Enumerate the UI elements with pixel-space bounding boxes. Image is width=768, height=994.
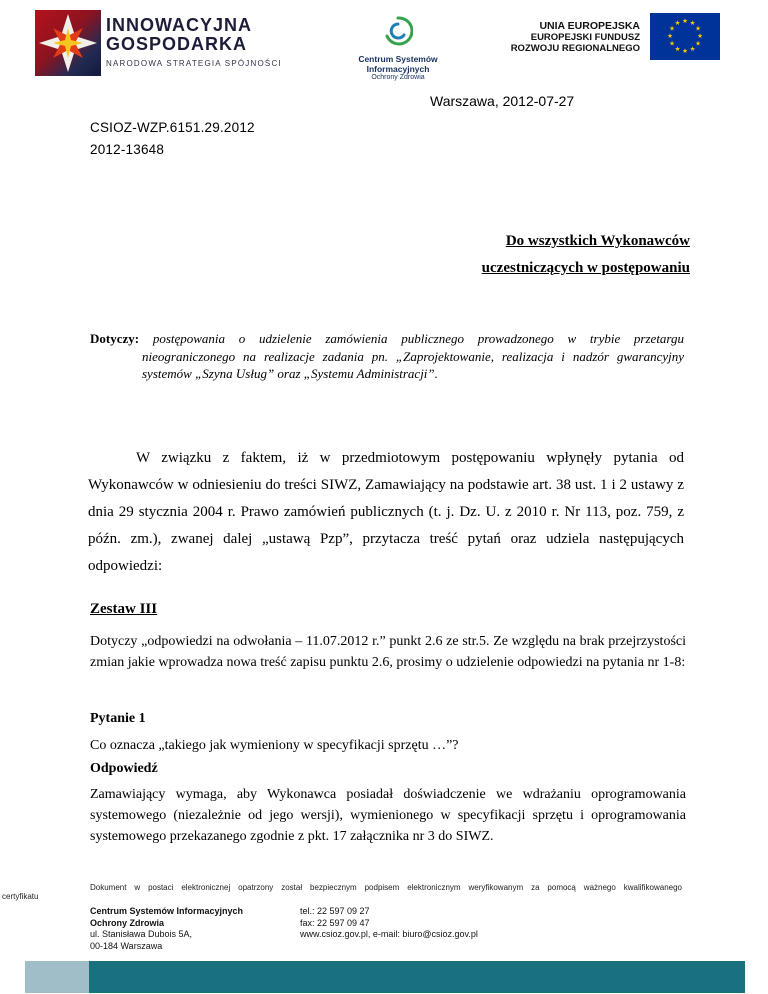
eu-line3: ROZWOJU REGIONALNEGO [510, 43, 640, 54]
ig-title-line1: INNOWACYJNA [106, 15, 253, 35]
svg-text:★: ★ [689, 19, 696, 27]
csioz-swirl-icon [383, 33, 413, 50]
answer-label: Odpowiedź [90, 761, 158, 776]
section-heading: Zestaw III [90, 601, 158, 617]
csioz-name-line1: Centrum Systemów Informacyjnych [358, 54, 438, 74]
date-line: Warszawa, 2012-07-27 [430, 93, 575, 109]
svg-text:★: ★ [695, 39, 701, 48]
addressee-block [378, 228, 690, 282]
ig-title-line2: GOSPODARKA [106, 34, 248, 54]
svg-text:★: ★ [697, 32, 703, 40]
footer-address1: ul. Stanisława Dubois 5A, [90, 929, 193, 939]
subject-text: postępowania o udzielenie zamówienia publicznego prowadzonego w trybie przetargu nieograniczonego na realizacje zadania pn. „Zaprojektowanie, realizacja i nadzór gwarancyjny systemów „Szyna Usług” oraz „Systemu Administracji”. [142, 331, 685, 381]
svg-text:★: ★ [689, 45, 696, 53]
footer-contact-block [300, 906, 478, 941]
question-label: Pytanie 1 [90, 711, 146, 726]
subject-paragraph [90, 330, 684, 383]
svg-text:★: ★ [695, 24, 701, 33]
intro-paragraph: W związku z faktem, iż w przedmiotowym postępowaniu wpłynęły pytania od Wykonawców w odniesieniu do treści SIWZ, Zamawiający na podstawie art. 38 ust. 1 i 2 ustawy z dnia 29 stycznia 2004 r. Prawo zamówień publicznych (t. j. Dz. U. z 2010 r. Nr 113, poz. 759, z późn. zm.), zwanej dalej „ustawą Pzp”, przytacza treść pytań oraz udziela następujących odpowiedzi: [88, 450, 684, 574]
eu-line1: UNIA EUROPEJSKA [539, 20, 640, 32]
footer-org-name1: Centrum Systemów Informacyjnych [90, 906, 244, 916]
footer-fax: fax: 22 597 09 47 [300, 917, 370, 928]
answer-text: Zamawiający wymaga, aby Wykonawca posiadał doświadczenie we wdrażaniu oprogramowania systemowego (niezależnie od jego wersji), wymienionego w specyfikacji sprzętu i oprogramowania systemowego przekazanego zgodnie z pkt. 17 załącznika nr 3 do SIWZ. [90, 787, 686, 844]
ig-subtitle: NARODOWA STRATEGIA SPÓJNOŚCI [106, 59, 282, 68]
addressee-line2: uczestniczących w postępowaniu [481, 260, 690, 276]
reference-number-1: CSIOZ-WZP.6151.29.2012 [90, 120, 255, 135]
footer-org-block [90, 906, 243, 952]
svg-text:★: ★ [682, 17, 688, 25]
footer-tel: tel.: 22 597 09 27 [300, 906, 370, 916]
addressee-line1: Do wszystkich Wykonawców [505, 233, 690, 249]
svg-text:★: ★ [682, 47, 688, 55]
signature-note: Dokument w postaci elektronicznej opatrzony został bezpiecznym podpisem elektronicznym weryfikowanym za pomocą ważnego kwalifikowanego [90, 883, 682, 892]
eu-flag-icon [650, 13, 720, 65]
csioz-name-line2: Ochrony Zdrowia [371, 74, 425, 81]
svg-text:★: ★ [674, 45, 681, 53]
section-intro-paragraph: Dotyczy „odpowiedzi na odwołania – 11.07.2012 r.” punkt 2.6 ze str.5. Ze względu na brak przejrzystości zmian jakie wprowadza nowa treść zapisu punktu 2.6, prosimy o udzielenie odpowiedzi na pytania nr 1-8: [90, 634, 686, 670]
svg-text:★: ★ [669, 24, 675, 33]
svg-text:★: ★ [667, 32, 673, 40]
reference-number-2: 2012-13648 [90, 142, 165, 157]
innowacyjna-gospodarka-wordmark [106, 16, 282, 68]
footer-web: www.csioz.gov.pl, e-mail: biuro@csioz.gov.pl [300, 929, 478, 939]
footer-address2: 00-184 Warszawa [90, 940, 163, 951]
svg-text:★: ★ [669, 39, 675, 48]
eu-wordmark [480, 20, 640, 54]
footer-org-name2: Ochrony Zdrowia [90, 917, 165, 928]
subject-label: Dotyczy: [90, 331, 140, 346]
bottom-bar-dark [89, 961, 745, 993]
innowacyjna-gospodarka-logo-icon [35, 10, 101, 81]
csioz-logo [330, 16, 466, 81]
margin-note: certyfikatu [2, 892, 39, 901]
question-text: Co oznacza „takiego jak wymieniony w specyfikacji sprzętu …”? [90, 738, 459, 753]
bottom-bar-light [25, 961, 89, 993]
svg-text:★: ★ [674, 19, 681, 27]
eu-line2: EUROPEJSKI FUNDUSZ [530, 32, 640, 43]
